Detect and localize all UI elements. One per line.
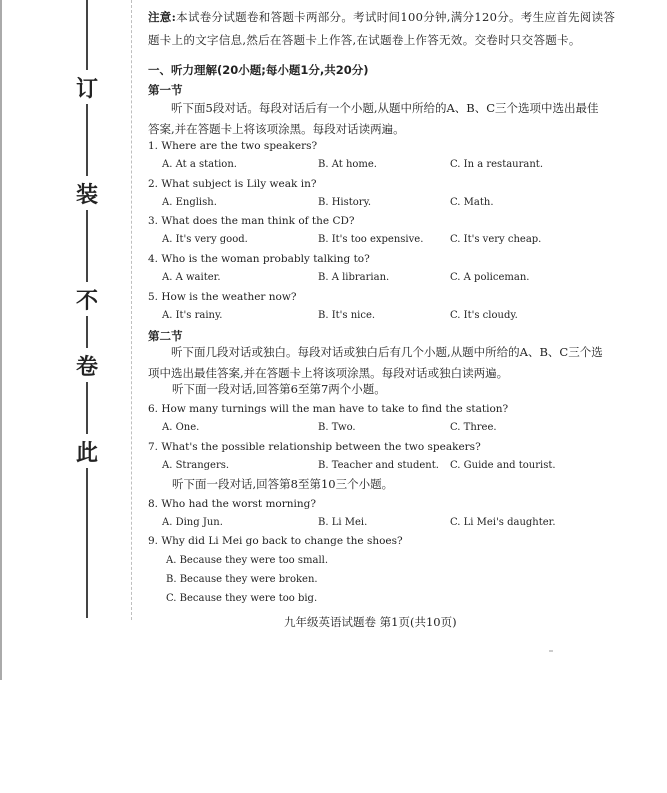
binding-char: 此 — [75, 441, 98, 466]
binding-char: 卷 — [75, 355, 98, 380]
scan-mark — [549, 650, 553, 652]
part2-subinstruction: 听下面一段对话,回答第8至第10三个小题。 — [172, 477, 394, 491]
part2-subinstruction: 听下面一段对话,回答第6至第7两个小题。 — [172, 382, 386, 396]
binding-line — [86, 0, 88, 70]
option-a: A. It's rainy. — [162, 310, 223, 321]
question-stem: 8. Who had the worst morning? — [148, 498, 316, 510]
option-b: B. A librarian. — [318, 272, 390, 283]
page-edge-line — [0, 0, 2, 680]
binding-line — [86, 316, 88, 348]
question-stem: 4. Who is the woman probably talking to? — [148, 253, 370, 265]
option-a: A. A waiter. — [162, 272, 221, 283]
binding-line — [86, 210, 88, 282]
option-a: A. Because they were too small. — [166, 555, 329, 566]
option-b: B. It's too expensive. — [318, 234, 424, 245]
option-a: A. Strangers. — [162, 460, 230, 471]
option-b: B. Because they were broken. — [166, 574, 318, 585]
option-b: B. At home. — [318, 159, 377, 170]
section-heading: 一、听力理解(20小题;每小题1分,共20分) — [148, 63, 369, 77]
question-stem: 3. What does the man think of the CD? — [148, 215, 355, 227]
option-b: B. It's nice. — [318, 310, 376, 321]
binding-char: 装 — [75, 183, 98, 208]
page-footer: 九年级英语试题卷 第1页(共10页) — [284, 615, 457, 629]
question-stem: 1. Where are the two speakers? — [148, 140, 318, 152]
question-stem: 7. What's the possible relationship between the two speakers? — [148, 441, 481, 453]
option-c: C. In a restaurant. — [450, 159, 543, 170]
option-a: A. It's very good. — [162, 234, 248, 245]
option-b: B. Li Mei. — [318, 517, 368, 528]
option-c: C. Math. — [450, 197, 494, 208]
option-c: C. Three. — [450, 422, 497, 433]
option-a: A. English. — [162, 197, 217, 208]
option-c: C. It's very cheap. — [450, 234, 542, 245]
binding-line — [86, 382, 88, 434]
binding-char: 订 — [75, 77, 98, 102]
margin-rule — [131, 0, 133, 620]
option-c: C. Because they were too big. — [166, 593, 318, 604]
notice-label: 注意: — [148, 10, 177, 24]
binding-line — [86, 468, 88, 618]
question-stem: 6. How many turnings will the man have to take to find the station? — [148, 403, 509, 415]
option-c: C. Guide and tourist. — [450, 460, 556, 471]
part1-heading: 第一节 — [148, 83, 183, 97]
binding-char: 不 — [75, 289, 98, 314]
part2-instruction: 听下面几段对话或独白。每段对话或独白后有几个小题,从题中所给的A、B、C三个选项中选出最佳答案,并在答题卡上将该项涂黑。每段对话或独白读两遍。 — [148, 345, 603, 380]
question-stem: 5. How is the weather now? — [148, 291, 297, 303]
option-a: A. One. — [162, 422, 200, 433]
binding-line — [86, 104, 88, 176]
option-b: B. Two. — [318, 422, 356, 433]
option-b: B. Teacher and student. — [318, 460, 439, 471]
option-c: C. It's cloudy. — [450, 310, 518, 321]
option-a: A. Ding Jun. — [162, 517, 223, 528]
question-stem: 2. What subject is Lily weak in? — [148, 178, 317, 190]
option-c: C. A policeman. — [450, 272, 530, 283]
option-c: C. Li Mei's daughter. — [450, 517, 556, 528]
notice-text: 本试卷分试题卷和答题卡两部分。考试时间100分钟,满分120分。考生应首先阅读答题卡上的文字信息,然后在答题卡上作答,在试题卷上作答无效。交卷时只交答题卡。 — [148, 10, 616, 47]
part1-instruction: 听下面5段对话。每段对话后有一个小题,从题中所给的A、B、C三个选项中选出最佳答案,并在答题卡上将该项涂黑。每段对话读两遍。 — [148, 101, 599, 136]
part2-heading: 第二节 — [148, 329, 183, 343]
option-b: B. History. — [318, 197, 372, 208]
exam-notice — [148, 6, 618, 52]
question-stem: 9. Why did Li Mei go back to change the shoes? — [148, 535, 403, 547]
option-a: A. At a station. — [162, 159, 237, 170]
